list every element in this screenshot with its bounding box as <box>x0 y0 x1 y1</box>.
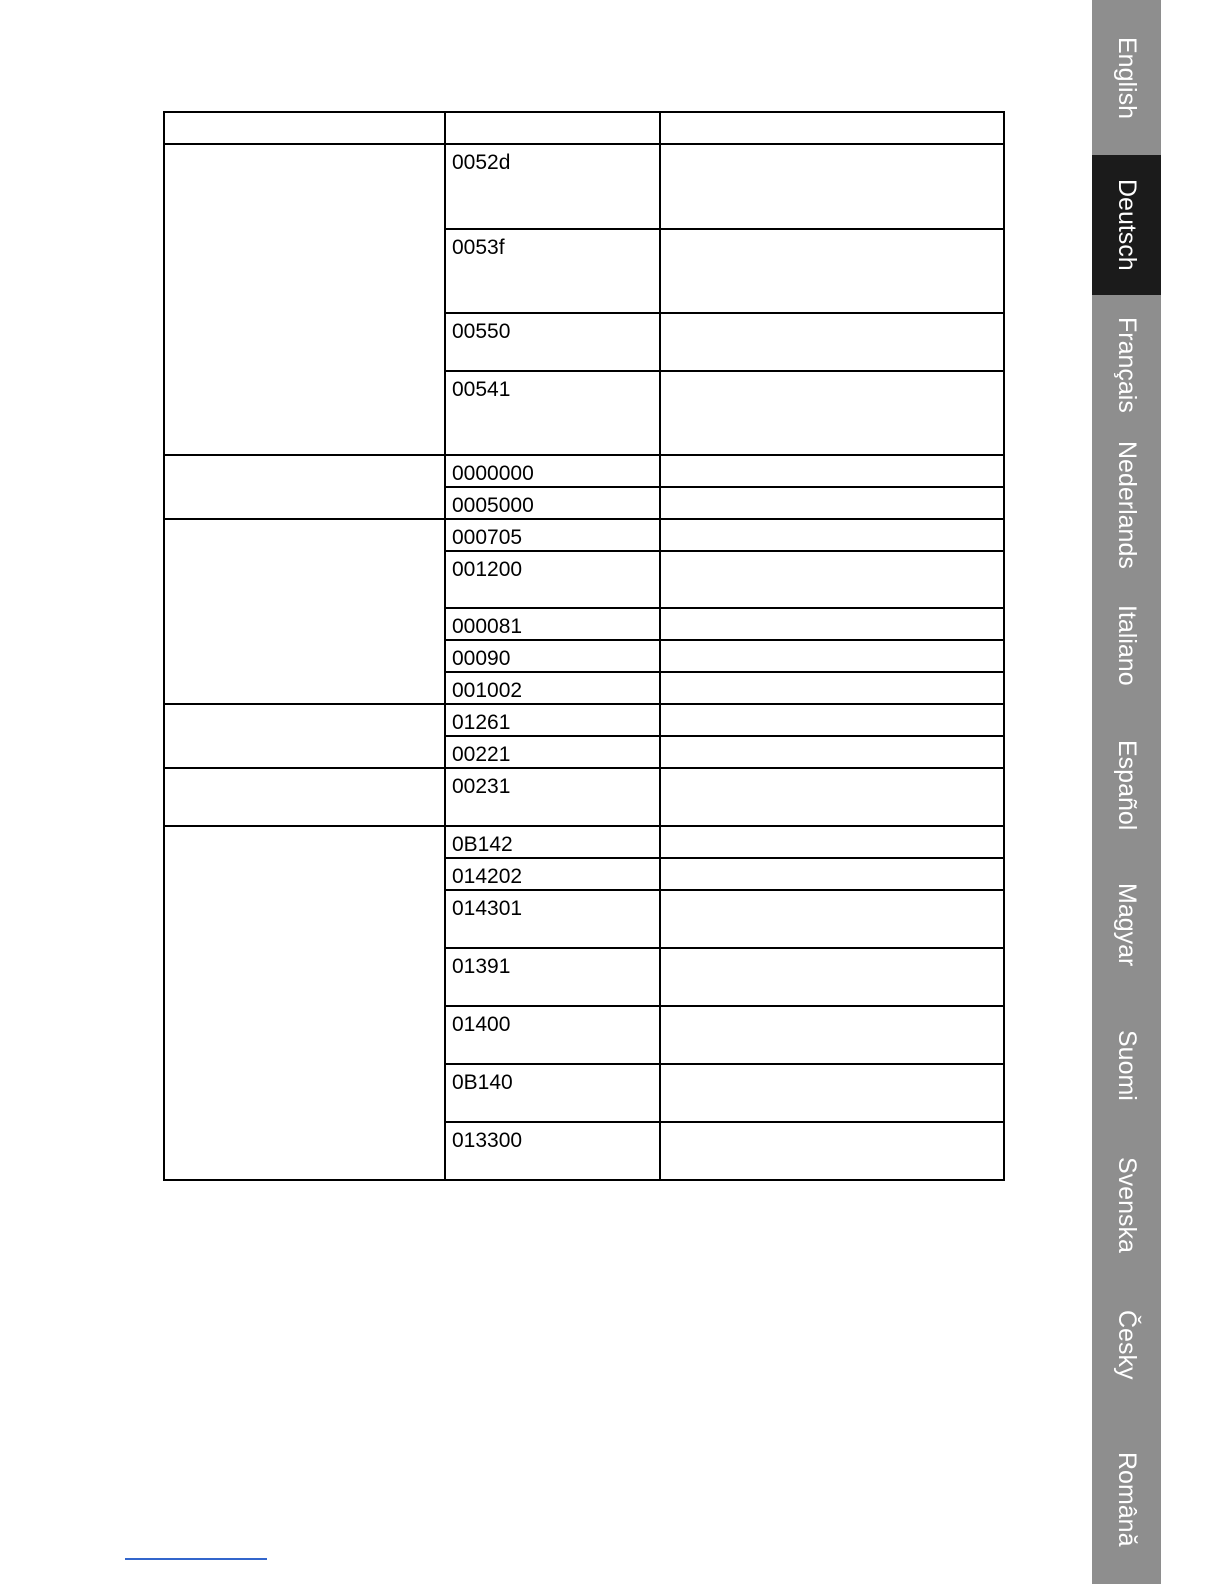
description-cell <box>660 487 1004 519</box>
group-cell <box>164 768 445 826</box>
description-cell <box>660 1122 1004 1180</box>
code-cell: 00541 <box>445 371 660 455</box>
description-cell <box>660 144 1004 229</box>
description-cell <box>660 1064 1004 1122</box>
code-cell: 0000000 <box>445 455 660 487</box>
table-row <box>164 768 1004 826</box>
footer-link-underline <box>125 1558 267 1560</box>
code-cell: 0005000 <box>445 487 660 519</box>
description-cell <box>660 826 1004 858</box>
description-cell <box>660 672 1004 704</box>
header-cell-3 <box>660 112 1004 144</box>
code-cell: 013300 <box>445 1122 660 1180</box>
description-cell <box>660 768 1004 826</box>
code-cell: 00090 <box>445 640 660 672</box>
code-cell: 00221 <box>445 736 660 768</box>
tab-italiano[interactable] <box>1092 575 1161 715</box>
group-cell <box>164 519 445 704</box>
tab-english[interactable] <box>1092 0 1161 155</box>
code-cell: 000081 <box>445 608 660 640</box>
code-table <box>163 111 1005 1181</box>
code-cell: 0B142 <box>445 826 660 858</box>
description-cell <box>660 890 1004 948</box>
code-cell: 00231 <box>445 768 660 826</box>
tab-label: Nederlands <box>1113 441 1141 569</box>
description-cell <box>660 313 1004 371</box>
table-row <box>164 455 1004 487</box>
code-cell: 01391 <box>445 948 660 1006</box>
tab-svenska[interactable] <box>1092 1135 1161 1275</box>
table-row <box>164 826 1004 858</box>
description-cell <box>660 1006 1004 1064</box>
tab-magyar[interactable] <box>1092 855 1161 995</box>
code-cell: 00550 <box>445 313 660 371</box>
table-header-row <box>164 112 1004 144</box>
tab-label: Italiano <box>1113 604 1141 686</box>
language-tabs <box>1092 0 1161 1584</box>
code-cell: 0B140 <box>445 1064 660 1122</box>
tab-label: Română <box>1113 1452 1141 1547</box>
code-cell: 0053f <box>445 229 660 313</box>
code-cell: 014202 <box>445 858 660 890</box>
tab-nederlands[interactable] <box>1092 435 1161 575</box>
group-cell <box>164 455 445 519</box>
group-cell <box>164 826 445 1180</box>
header-cell-1 <box>164 112 445 144</box>
description-cell <box>660 608 1004 640</box>
tab-deutsch[interactable] <box>1092 155 1161 295</box>
tab-label: English <box>1113 36 1141 119</box>
description-cell <box>660 704 1004 736</box>
code-cell: 001002 <box>445 672 660 704</box>
code-cell: 000705 <box>445 519 660 551</box>
description-cell <box>660 858 1004 890</box>
code-cell: 01400 <box>445 1006 660 1064</box>
tab-francais[interactable] <box>1092 295 1161 435</box>
table-row <box>164 704 1004 736</box>
tab-espanol[interactable] <box>1092 715 1161 855</box>
table-row <box>164 144 1004 229</box>
tab-label: Magyar <box>1113 883 1141 967</box>
code-cell: 01261 <box>445 704 660 736</box>
description-cell <box>660 371 1004 455</box>
header-cell-2 <box>445 112 660 144</box>
tab-label: Deutsch <box>1113 179 1141 271</box>
description-cell <box>660 229 1004 313</box>
description-cell <box>660 455 1004 487</box>
description-cell <box>660 519 1004 551</box>
tab-label: Español <box>1113 739 1141 831</box>
tab-suomi[interactable] <box>1092 995 1161 1135</box>
table-row <box>164 519 1004 551</box>
tab-label: Česky <box>1113 1310 1141 1380</box>
tab-cesky[interactable] <box>1092 1275 1161 1415</box>
tab-romana[interactable] <box>1092 1415 1161 1584</box>
group-cell <box>164 704 445 768</box>
tab-label: Français <box>1113 317 1141 413</box>
code-cell: 0052d <box>445 144 660 229</box>
code-cell: 001200 <box>445 551 660 608</box>
description-cell <box>660 640 1004 672</box>
tab-label: Svenska <box>1113 1157 1141 1253</box>
tab-label: Suomi <box>1113 1029 1141 1101</box>
description-cell <box>660 551 1004 608</box>
code-cell: 014301 <box>445 890 660 948</box>
description-cell <box>660 736 1004 768</box>
description-cell <box>660 948 1004 1006</box>
group-cell <box>164 144 445 455</box>
